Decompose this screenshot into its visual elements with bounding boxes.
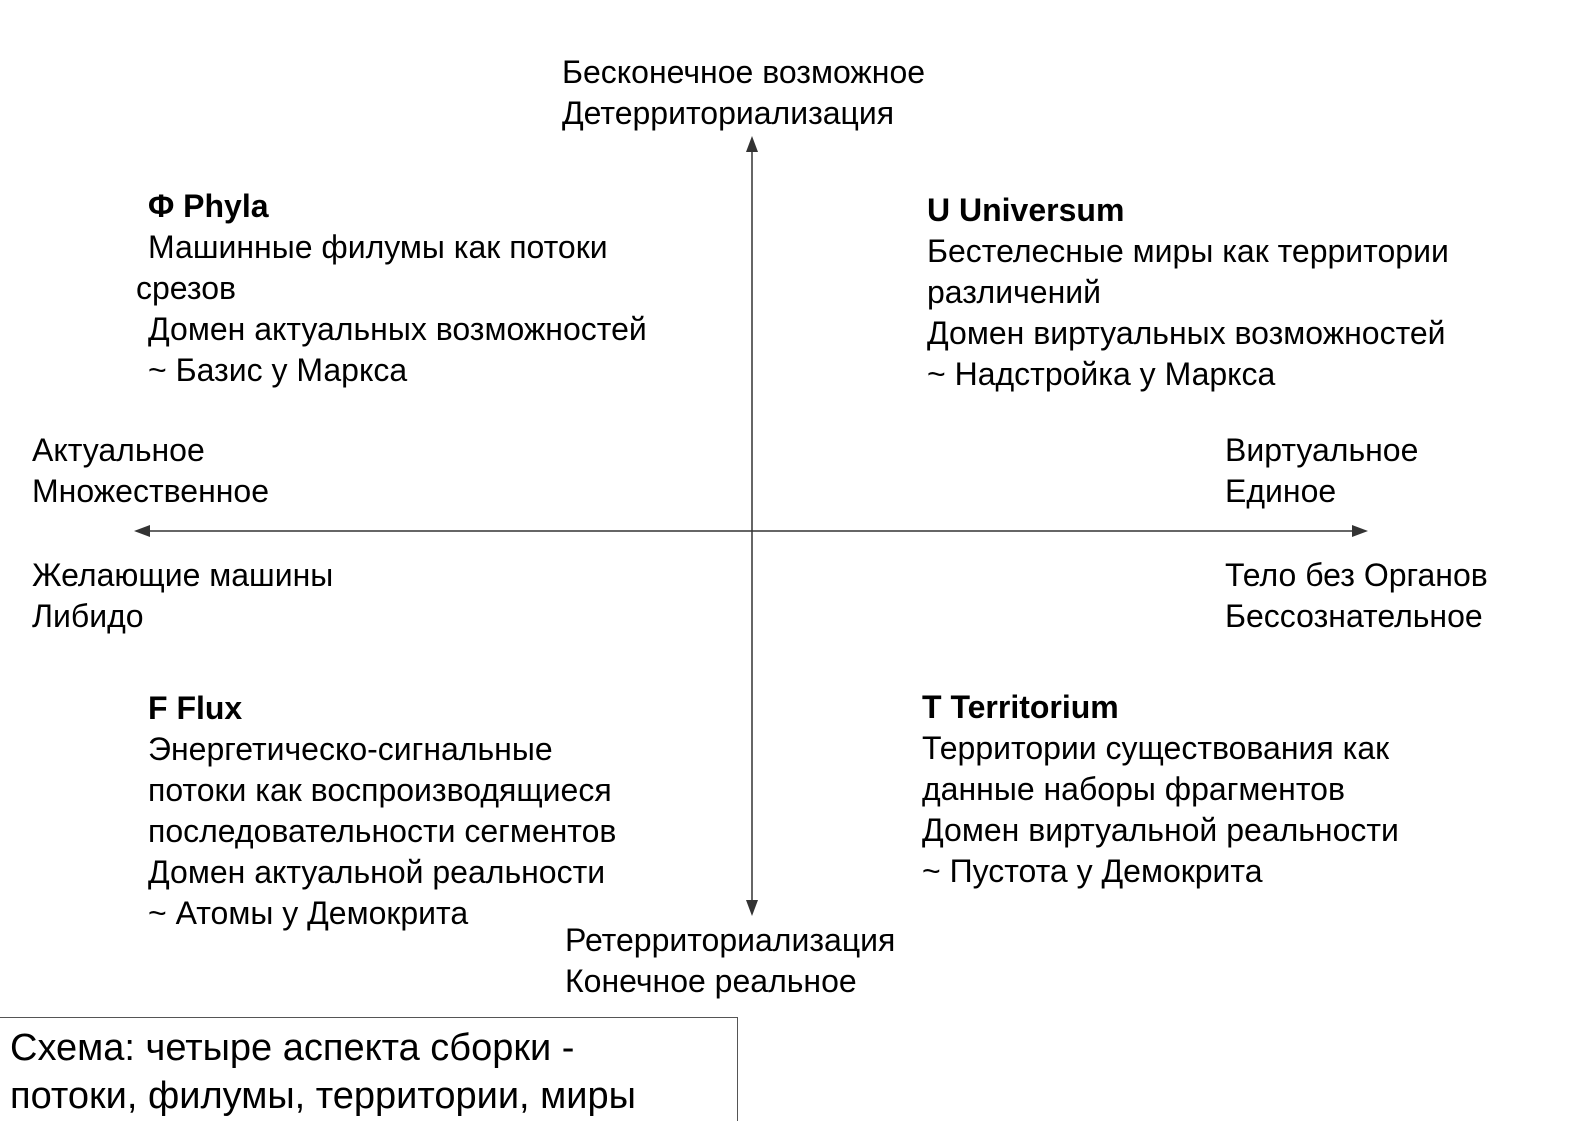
quadrant-universum-line-1: Бестелесные миры как территории [927, 233, 1449, 269]
right-axis-label-below-line-1: Тело без Органов [1225, 557, 1488, 593]
right-axis-label-above-line-1: Виртуальное [1225, 432, 1419, 468]
quadrant-phyla-line-3: Домен актуальных возможностей [148, 311, 647, 347]
quadrant-phyla-line-4: ~ Базис у Маркса [148, 352, 408, 388]
caption-box [0, 1017, 738, 1121]
left-axis-label-above-line-2: Множественное [32, 473, 269, 509]
bottom-axis-label-line-1: Ретерриториализация [565, 922, 896, 958]
left-axis-label-below-line-2: Либидо [32, 598, 144, 634]
left-axis-label-below-line-1: Желающие машины [32, 557, 334, 593]
right-axis-label-below-line-2: Бессознательное [1225, 598, 1483, 634]
caption-line-2: потоки, филумы, территории, миры [10, 1075, 636, 1117]
quadrant-flux-line-5: ~ Атомы у Демокрита [148, 895, 469, 931]
quadrant-territorium-line-3: Домен виртуальной реальности [922, 812, 1399, 848]
caption-line-1: Схема: четыре аспекта сборки - [10, 1027, 575, 1069]
top-axis-label [562, 52, 925, 134]
quadrant-flux-line-1: Энергетическо-сигнальные [148, 731, 553, 767]
quadrant-territorium-line-1: Территории существования как [922, 730, 1390, 766]
quadrant-universum [927, 190, 1449, 395]
right-axis-label-above-line-2: Единое [1225, 473, 1337, 509]
quadrant-universum-line-4: ~ Надстройка у Маркса [927, 356, 1276, 392]
top-axis-label-line-2: Детерриториализация [562, 95, 895, 131]
arrow-left-icon [134, 525, 150, 537]
arrow-down-icon [746, 900, 758, 916]
arrow-up-icon [746, 136, 758, 152]
left-axis-label-above-line-1: Актуальное [32, 432, 205, 468]
left-axis-label-above [32, 430, 269, 512]
quadrant-universum-line-3: Домен виртуальных возможностей [927, 315, 1446, 351]
quadrant-phyla-title: Φ Phyla [148, 188, 269, 224]
quadrant-phyla-line-2: срезов [136, 270, 236, 306]
quadrant-flux-line-2: потоки как воспроизводящиеся [148, 772, 612, 808]
quadrant-flux-line-4: Домен актуальной реальности [148, 854, 606, 890]
top-axis-label-line-1: Бесконечное возможное [562, 54, 926, 90]
quadrant-flux-line-3: последовательности сегментов [148, 813, 617, 849]
arrow-right-icon [1352, 525, 1368, 537]
quadrant-territorium-title: T Territorium [922, 689, 1119, 725]
left-axis-label-below [32, 555, 333, 637]
right-axis-label-below [1225, 555, 1488, 637]
quadrant-universum-title: U Universum [927, 192, 1125, 228]
quadrant-phyla-line-1: Машинные филумы как потоки [148, 229, 608, 265]
quadrant-universum-line-2: различений [927, 274, 1101, 310]
quadrant-flux-title: F Flux [148, 690, 243, 726]
quadrant-phyla [136, 186, 647, 391]
bottom-axis-label-line-2: Конечное реальное [565, 963, 857, 999]
quadrant-territorium-line-4: ~ Пустота у Демокрита [922, 853, 1263, 889]
quadrant-flux [148, 688, 616, 934]
right-axis-label-above [1225, 430, 1418, 512]
quadrant-territorium [922, 687, 1399, 892]
quadrant-territorium-line-2: данные наборы фрагментов [922, 771, 1345, 807]
